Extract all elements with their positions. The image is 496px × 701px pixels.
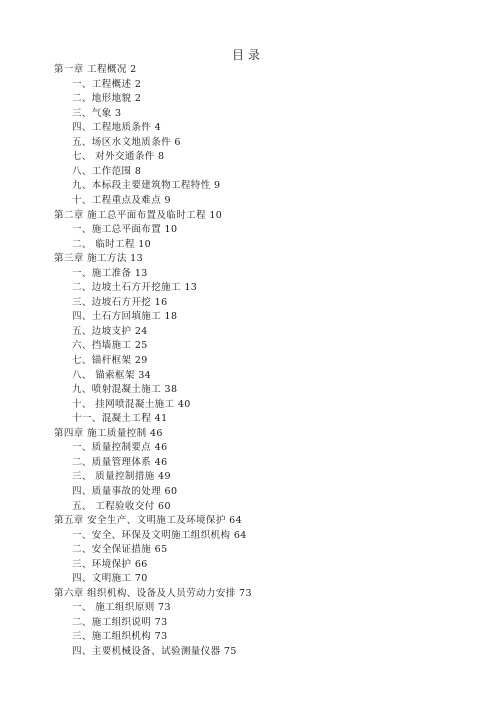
toc-section-entry[interactable]: 一、施工总平面布置 10: [72, 224, 178, 236]
toc-section-entry[interactable]: 四、主要机械设备、试验测量仪器 75: [72, 646, 237, 657]
toc-section-entry[interactable]: 四、质量事故的处理 60: [72, 485, 178, 497]
toc-section-entry[interactable]: 一、安全、环保及文明施工组织机构 64: [72, 529, 247, 541]
toc-section-entry[interactable]: 二、边坡土石方开挖施工 13: [72, 282, 198, 294]
toc-chapter-entry[interactable]: 第四章 施工质量控制 46: [54, 427, 163, 439]
toc-section-entry[interactable]: 三、边坡石方开挖 16: [72, 296, 168, 308]
toc-section-entry[interactable]: 七、锚杆框架 29: [72, 355, 148, 366]
toc-section-entry[interactable]: 八、 锚索框架 34: [72, 369, 152, 381]
toc-section-entry[interactable]: 五、边坡支护 24: [72, 325, 148, 337]
toc-section-entry[interactable]: 四、土石方回填施工 18: [72, 311, 178, 323]
toc-section-entry[interactable]: 二、地形地貌 2: [72, 93, 142, 105]
toc-section-entry[interactable]: 四、文明施工 70: [72, 573, 148, 585]
toc-section-entry[interactable]: 三、 质量控制措施 49: [72, 471, 171, 483]
toc-section-entry[interactable]: 三、施工组织机构 73: [72, 631, 168, 643]
toc-section-entry[interactable]: 五、场区水文地质条件 6: [72, 136, 181, 148]
toc-section-entry[interactable]: 五、 工程验收交付 60: [72, 500, 171, 512]
toc-section-entry[interactable]: 一、 施工组织原则 73: [72, 602, 171, 614]
toc-section-entry[interactable]: 十、 挂网喷混凝土施工 40: [72, 398, 191, 410]
toc-section-entry[interactable]: 三、环境保护 66: [72, 558, 148, 570]
toc-section-entry[interactable]: 十、工程重点及难点 9: [72, 194, 171, 206]
toc-section-entry[interactable]: 一、质量控制要点 46: [72, 442, 168, 454]
toc-section-entry[interactable]: 一、工程概述 2: [72, 78, 142, 90]
toc-section-entry[interactable]: 一、施工准备 13: [72, 267, 148, 279]
toc-section-entry[interactable]: 二、质量管理体系 46: [72, 456, 168, 468]
toc-section-entry[interactable]: 十一、混凝土工程 41: [72, 413, 168, 425]
toc-section-entry[interactable]: 七、 对外交通条件 8: [72, 151, 165, 163]
toc-section-entry[interactable]: 三、气象 3: [72, 107, 122, 119]
toc-chapter-entry[interactable]: 第六章 组织机构、设备及人员劳动力安排 73: [54, 587, 252, 599]
toc-section-entry[interactable]: 八、工作范围 8: [72, 165, 142, 177]
toc-section-entry[interactable]: 二、 临时工程 10: [72, 238, 152, 250]
toc-section-entry[interactable]: 九、本标段主要建筑物工程特性 9: [72, 180, 221, 192]
toc-section-entry[interactable]: 四、工程地质条件 4: [72, 122, 162, 134]
toc-chapter-entry[interactable]: 第五章 安全生产、文明施工及环境保护 64: [54, 515, 243, 527]
toc-chapter-entry[interactable]: 第二章 施工总平面布置及临时工程 10: [54, 209, 223, 221]
toc-section-entry[interactable]: 二、安全保证措施 65: [72, 544, 168, 556]
toc-chapter-entry[interactable]: 第三章 施工方法 13: [54, 253, 144, 265]
toc-section-entry[interactable]: 九、喷射混凝土施工 38: [72, 384, 178, 396]
toc-section-entry[interactable]: 二、施工组织说明 73: [72, 616, 168, 628]
toc-section-entry[interactable]: 六、挡墙施工 25: [72, 340, 148, 352]
toc-chapter-entry[interactable]: 第一章 工程概况 2: [54, 64, 137, 75]
toc-title: 目录: [231, 48, 264, 62]
